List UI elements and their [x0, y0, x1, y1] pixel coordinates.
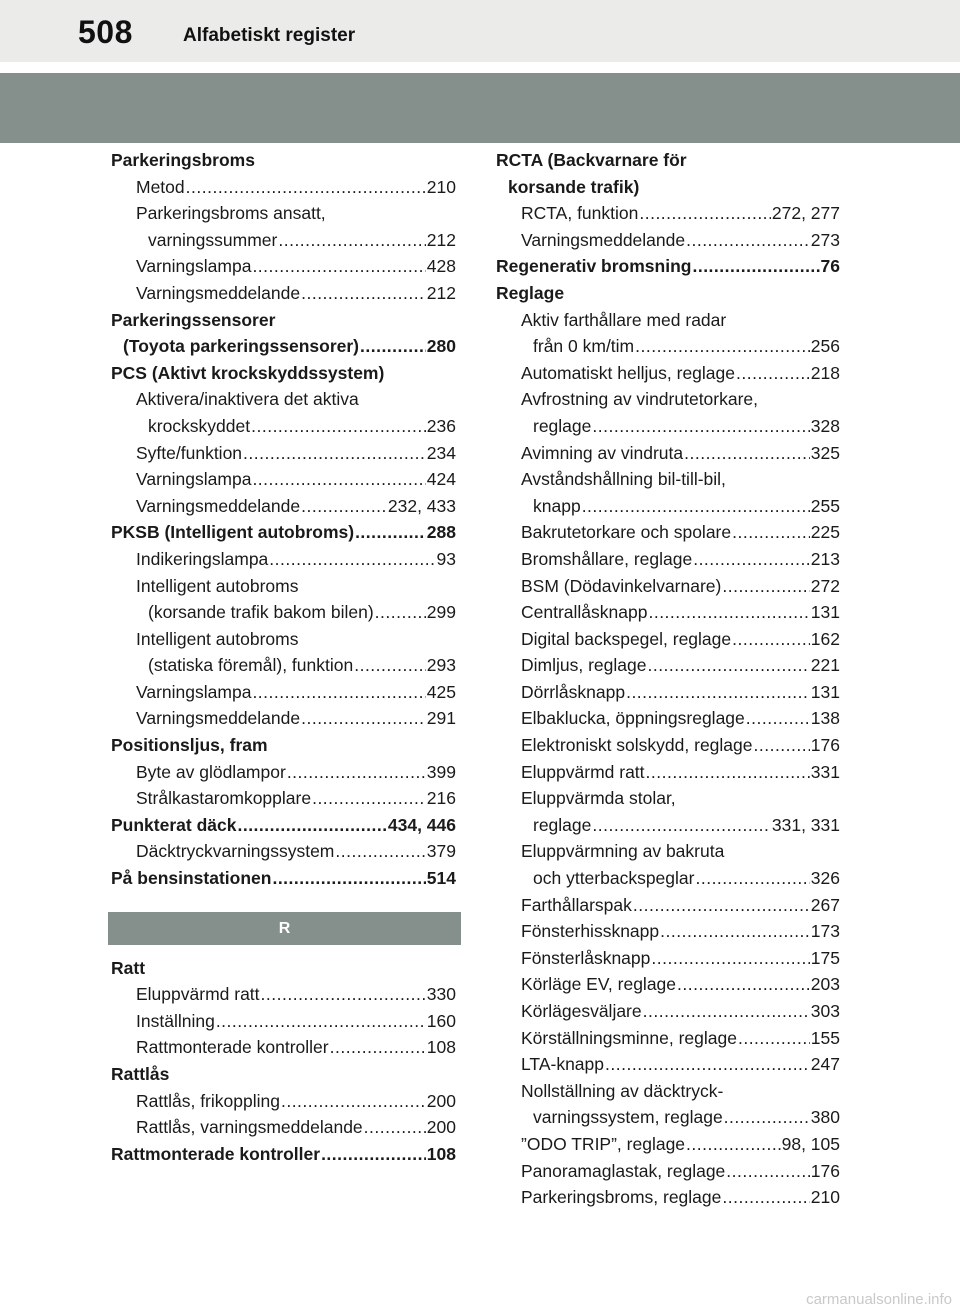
entry-label: Inställning	[136, 1010, 215, 1031]
entry-label: Varningsmeddelande	[136, 495, 301, 516]
entry-label: Elektroniskt solskydd, reglage	[521, 735, 753, 756]
page-reference: 331, 331	[771, 814, 840, 835]
dot-leader	[692, 253, 819, 280]
page-reference: 288	[426, 522, 456, 543]
dot-leader	[312, 785, 426, 812]
dot-leader	[582, 493, 810, 520]
dot-leader	[639, 200, 771, 227]
page-reference: 138	[810, 708, 840, 729]
index-subentry	[111, 679, 456, 706]
entry-label: Avimning av vindruta	[521, 442, 684, 463]
page-reference: 203	[810, 974, 840, 995]
dot-leader	[686, 1131, 781, 1158]
entry-label: Fönsterhissknapp	[521, 921, 660, 942]
page-reference: 218	[810, 362, 840, 383]
page-reference: 213	[810, 548, 840, 569]
page-reference: 331	[810, 761, 840, 782]
dot-leader	[592, 812, 770, 839]
dot-leader	[732, 626, 810, 653]
entry-label: (statiska föremål), funktion	[148, 655, 354, 676]
index-subentry	[496, 865, 840, 892]
page-reference: 173	[810, 921, 840, 942]
entry-label: På bensinstationen	[111, 868, 272, 889]
index-subentry	[496, 892, 840, 919]
dot-leader	[738, 1025, 810, 1052]
dot-leader	[626, 679, 810, 706]
index-subentry	[496, 652, 840, 679]
dot-leader	[647, 652, 809, 679]
entry-label: Varningsmeddelande	[521, 229, 686, 250]
dot-leader	[335, 838, 425, 865]
page-reference: 326	[810, 868, 840, 889]
entry-label: Indikeringslampa	[136, 548, 269, 569]
entry-label: Panoramaglastak, reglage	[521, 1160, 726, 1181]
index-subentry	[111, 466, 456, 493]
entry-label: krockskyddet	[148, 415, 251, 436]
dot-leader	[252, 253, 425, 280]
dot-leader	[722, 573, 809, 600]
dot-leader	[695, 865, 809, 892]
page-reference: 176	[810, 1160, 840, 1181]
dot-leader	[269, 546, 435, 573]
entry-label: PKSB (Intelligent autobroms)	[111, 522, 355, 543]
index-heading	[496, 253, 840, 280]
page-reference: 280	[426, 336, 456, 357]
dot-leader	[726, 1158, 810, 1185]
entry-label: Däcktryckvarningssystem	[136, 841, 335, 862]
index-subentry	[496, 679, 840, 706]
page-reference: 267	[810, 894, 840, 915]
index-subentry	[496, 971, 840, 998]
index-subentry	[496, 307, 840, 334]
dot-leader	[722, 1184, 809, 1211]
index-subentry	[111, 493, 456, 520]
entry-label: Körställningsminne, reglage	[521, 1027, 737, 1048]
entry-label: Rattmonterade kontroller	[136, 1037, 329, 1058]
entry-label: reglage	[533, 814, 592, 835]
index-subentry	[111, 546, 456, 573]
entry-label: LTA-knapp	[521, 1054, 605, 1075]
entry-text: Intelligent autobroms	[136, 575, 299, 596]
entry-text: Eluppvärmda stolar,	[521, 788, 676, 809]
entry-label: och ytterbackspeglar	[533, 868, 695, 889]
index-heading	[111, 865, 456, 892]
entry-label: varningssystem, reglage	[533, 1107, 723, 1128]
entry-text: Nollställning av däcktryck-	[521, 1080, 724, 1101]
index-subentry	[496, 333, 840, 360]
index-subentry	[496, 519, 840, 546]
index-subentry	[496, 466, 840, 493]
entry-label: Körläge EV, reglage	[521, 974, 677, 995]
entry-label: (Toyota parkeringssensorer)	[123, 336, 359, 357]
entry-label: Rattlås, varningsmeddelande	[136, 1117, 363, 1138]
index-subentry	[496, 413, 840, 440]
entry-label: Varningslampa	[136, 681, 252, 702]
entry-label: Varningslampa	[136, 256, 252, 277]
entry-text: Eluppvärmning av bakruta	[521, 841, 725, 862]
dot-leader	[321, 1141, 426, 1168]
dot-leader	[633, 892, 810, 919]
entry-label: Eluppvärmd ratt	[136, 984, 260, 1005]
dot-leader	[287, 759, 426, 786]
entry-text: Intelligent autobroms	[136, 628, 299, 649]
dot-leader	[252, 466, 425, 493]
index-subentry	[496, 998, 840, 1025]
dot-leader	[252, 679, 425, 706]
entry-label: Strålkastaromkopplare	[136, 788, 312, 809]
entry-text: Positionsljus, fram	[111, 735, 268, 756]
page-reference: 221	[810, 655, 840, 676]
page-reference: 160	[426, 1010, 456, 1031]
index-subentry	[111, 705, 456, 732]
page-reference: 303	[810, 1001, 840, 1021]
page-reference: 175	[810, 947, 840, 968]
index-heading	[111, 1061, 456, 1088]
entry-label: knapp	[533, 495, 581, 516]
entry-label: Rattmonterade kontroller	[111, 1143, 321, 1164]
entry-label: Rattlås, frikoppling	[136, 1090, 280, 1111]
dot-leader	[251, 413, 426, 440]
index-subentry	[111, 1034, 456, 1061]
page-reference: 98, 105	[781, 1133, 840, 1154]
page-reference: 212	[426, 229, 456, 250]
index-subentry	[496, 386, 840, 413]
entry-label: reglage	[533, 415, 592, 436]
page-reference: 330	[426, 984, 456, 1005]
dot-leader	[278, 227, 425, 254]
entry-text: Rattlås	[111, 1064, 170, 1084]
index-subentry	[496, 573, 840, 600]
index-heading	[496, 174, 840, 201]
entry-label: Fönsterlåsknapp	[521, 947, 651, 968]
entry-label: Farthållarspak	[521, 894, 632, 915]
section-r-entries	[111, 955, 456, 1168]
index-subentry	[111, 599, 456, 626]
entry-label: Bromshållare, reglage	[521, 548, 693, 569]
page-reference: 76	[820, 256, 840, 277]
index-subentry	[496, 1158, 840, 1185]
section-banner	[0, 73, 960, 143]
index-subentry	[111, 981, 456, 1008]
page-reference: 272	[810, 575, 840, 596]
index-heading	[111, 812, 456, 839]
dot-leader	[272, 865, 425, 892]
page-reference: 255	[810, 495, 840, 516]
page-reference: 200	[426, 1117, 456, 1138]
index-heading	[111, 307, 456, 334]
page-reference: 131	[810, 681, 840, 702]
entry-text: korsande trafik)	[508, 176, 640, 197]
page-reference: 216	[426, 788, 456, 809]
left-entries	[111, 147, 456, 892]
dot-leader	[301, 280, 426, 307]
dot-leader	[677, 971, 810, 998]
index-subentry	[111, 785, 456, 812]
dot-leader	[355, 519, 426, 546]
page-reference: 155	[810, 1027, 840, 1048]
dot-leader	[354, 652, 426, 679]
dot-leader	[364, 1114, 426, 1141]
dot-leader	[330, 1034, 426, 1061]
page-reference: 293	[426, 655, 456, 676]
dot-leader	[375, 599, 426, 626]
page-reference: 131	[810, 602, 840, 623]
dot-leader	[635, 333, 810, 360]
entry-label: Digital backspegel, reglage	[521, 628, 732, 649]
index-subentry	[111, 440, 456, 467]
entry-text: Reglage	[496, 282, 565, 303]
entry-label: Parkeringsbroms, reglage	[521, 1187, 722, 1208]
index-subentry	[111, 227, 456, 254]
entry-label: Metod	[136, 176, 185, 197]
index-subentry	[111, 652, 456, 679]
page-reference: 256	[810, 336, 840, 357]
index-subentry	[496, 1078, 840, 1105]
page-number: 508	[78, 14, 133, 50]
right-entries	[496, 147, 840, 1211]
watermark: carmanualsonline.info	[806, 1291, 952, 1308]
page-title: Alfabetiskt register	[183, 25, 356, 46]
index-subentry	[496, 759, 840, 786]
index-subentry	[111, 1114, 456, 1141]
index-subentry	[111, 253, 456, 280]
entry-label: Elbaklucka, öppningsreglage	[521, 708, 745, 729]
index-column-left	[111, 147, 456, 1167]
page-reference: 273	[810, 229, 840, 250]
index-subentry	[496, 200, 840, 227]
page-reference: 299	[426, 602, 456, 623]
page-reference: 236	[426, 415, 456, 436]
index-subentry	[496, 705, 840, 732]
page-reference: 247	[810, 1054, 840, 1075]
index-subentry	[496, 599, 840, 626]
page-reference: 272, 277	[771, 203, 840, 224]
entry-label: Regenerativ bromsning	[496, 256, 692, 277]
index-subentry	[111, 200, 456, 227]
index-subentry	[496, 918, 840, 945]
index-heading	[111, 360, 456, 387]
page-reference: 425	[426, 681, 456, 702]
dot-leader	[237, 812, 386, 839]
page-reference: 176	[810, 735, 840, 756]
index-subentry	[496, 1131, 840, 1158]
dot-leader	[646, 759, 810, 786]
dot-leader	[736, 360, 810, 387]
index-heading	[111, 147, 456, 174]
page-reference: 108	[426, 1037, 456, 1058]
index-heading	[111, 519, 456, 546]
index-subentry	[496, 785, 840, 812]
page-reference: 328	[810, 415, 840, 436]
entry-label: Dörrlåsknapp	[521, 681, 626, 702]
page-reference: 380	[810, 1107, 840, 1128]
dot-leader	[301, 705, 426, 732]
index-subentry	[496, 945, 840, 972]
dot-leader	[360, 333, 426, 360]
dot-leader	[693, 546, 810, 573]
page-reference: 514	[426, 868, 456, 889]
entry-label: Bakrutetorkare och spolare	[521, 522, 732, 543]
index-subentry	[111, 413, 456, 440]
dot-leader	[301, 493, 387, 520]
index-subentry	[111, 174, 456, 201]
index-subentry	[496, 812, 840, 839]
index-heading	[111, 1141, 456, 1168]
index-subentry	[496, 626, 840, 653]
entry-label: Varningsmeddelande	[136, 282, 301, 303]
header-band	[0, 0, 960, 62]
index-subentry	[111, 626, 456, 653]
page-reference: 200	[426, 1090, 456, 1111]
page-reference: 232, 433	[387, 495, 456, 516]
entry-label: från 0 km/tim	[533, 336, 635, 357]
entry-label: Centrallåsknapp	[521, 602, 648, 623]
entry-label: RCTA, funktion	[521, 203, 639, 224]
entry-label: Automatiskt helljus, reglage	[521, 362, 735, 383]
index-heading	[496, 280, 840, 307]
index-subentry	[111, 386, 456, 413]
page-reference: 212	[426, 282, 456, 303]
dot-leader	[216, 1008, 426, 1035]
dot-leader	[651, 945, 809, 972]
entry-text: Avfrostning av vindrutetorkare,	[521, 389, 759, 410]
entry-text: RCTA (Backvarnare för	[496, 150, 687, 170]
index-heading	[111, 955, 456, 982]
page-reference: 108	[426, 1143, 456, 1164]
dot-leader	[186, 174, 426, 201]
entry-text: Aktiv farthållare med radar	[521, 309, 727, 330]
entry-label: ”ODO TRIP”, reglage	[521, 1133, 686, 1154]
entry-label: Varningsmeddelande	[136, 708, 301, 729]
page-reference: 399	[426, 761, 456, 782]
index-subentry	[496, 227, 840, 254]
index-heading	[496, 147, 840, 174]
dot-leader	[746, 705, 810, 732]
dot-leader	[243, 440, 426, 467]
index-subentry	[496, 1104, 840, 1131]
page-reference: 234	[426, 442, 456, 463]
page-reference: 434, 446	[387, 814, 456, 835]
page-reference: 210	[810, 1187, 840, 1208]
entry-label: (korsande trafik bakom bilen)	[148, 602, 374, 623]
page-reference: 428	[426, 256, 456, 277]
index-subentry	[111, 838, 456, 865]
dot-leader	[592, 413, 809, 440]
dot-leader	[724, 1104, 810, 1131]
entry-text: Ratt	[111, 957, 146, 978]
index-subentry	[496, 732, 840, 759]
dot-leader	[754, 732, 810, 759]
page-reference: 325	[810, 442, 840, 463]
entry-label: Byte av glödlampor	[136, 761, 286, 782]
index-subentry	[111, 280, 456, 307]
entry-label: Punkterat däck	[111, 814, 237, 835]
entry-text: Parkeringsbroms	[111, 150, 255, 170]
entry-label: Dimljus, reglage	[521, 655, 647, 676]
index-subentry	[496, 1051, 840, 1078]
page-reference: 210	[426, 176, 456, 197]
dot-leader	[648, 599, 809, 626]
entry-text: PCS (Aktivt krockskyddssystem)	[111, 362, 385, 383]
entry-label: Varningslampa	[136, 469, 252, 490]
entry-label: varningssummer	[148, 229, 278, 250]
entry-label: Körlägesväljare	[521, 1001, 642, 1021]
index-subentry	[496, 440, 840, 467]
page-reference: 291	[426, 708, 456, 729]
index-subentry	[111, 1088, 456, 1115]
page-reference: 424	[426, 469, 456, 490]
dot-leader	[660, 918, 810, 945]
dot-leader	[281, 1088, 426, 1115]
entry-label: Eluppvärmd ratt	[521, 761, 645, 782]
section-letter-r: R	[108, 912, 461, 945]
index-subentry	[496, 1025, 840, 1052]
entry-label: Syfte/funktion	[136, 442, 243, 463]
index-column-right	[496, 147, 840, 1211]
entry-text: Avståndshållning bil-till-bil,	[521, 469, 726, 490]
index-subentry	[496, 838, 840, 865]
dot-leader	[605, 1051, 810, 1078]
dot-leader	[732, 519, 810, 546]
page-reference: 162	[810, 628, 840, 649]
entry-label: BSM (Dödavinkelvarnare)	[521, 575, 722, 596]
page-reference: 93	[436, 548, 456, 569]
index-subentry	[496, 1184, 840, 1211]
dot-leader	[686, 227, 810, 254]
dot-leader	[684, 440, 810, 467]
entry-text: Parkeringsbroms ansatt,	[136, 203, 326, 224]
entry-text: Parkeringssensorer	[111, 309, 276, 330]
index-subentry	[111, 759, 456, 786]
index-heading	[111, 333, 456, 360]
entry-text: Aktivera/inaktivera det aktiva	[136, 389, 359, 410]
page-reference: 379	[426, 841, 456, 862]
index-subentry	[496, 546, 840, 573]
dot-leader	[643, 998, 810, 1025]
index-subentry	[496, 493, 840, 520]
index-subentry	[496, 360, 840, 387]
page-reference: 225	[810, 522, 840, 543]
index-heading	[111, 732, 456, 759]
index-subentry	[111, 573, 456, 600]
index-subentry	[111, 1008, 456, 1035]
dot-leader	[261, 981, 426, 1008]
